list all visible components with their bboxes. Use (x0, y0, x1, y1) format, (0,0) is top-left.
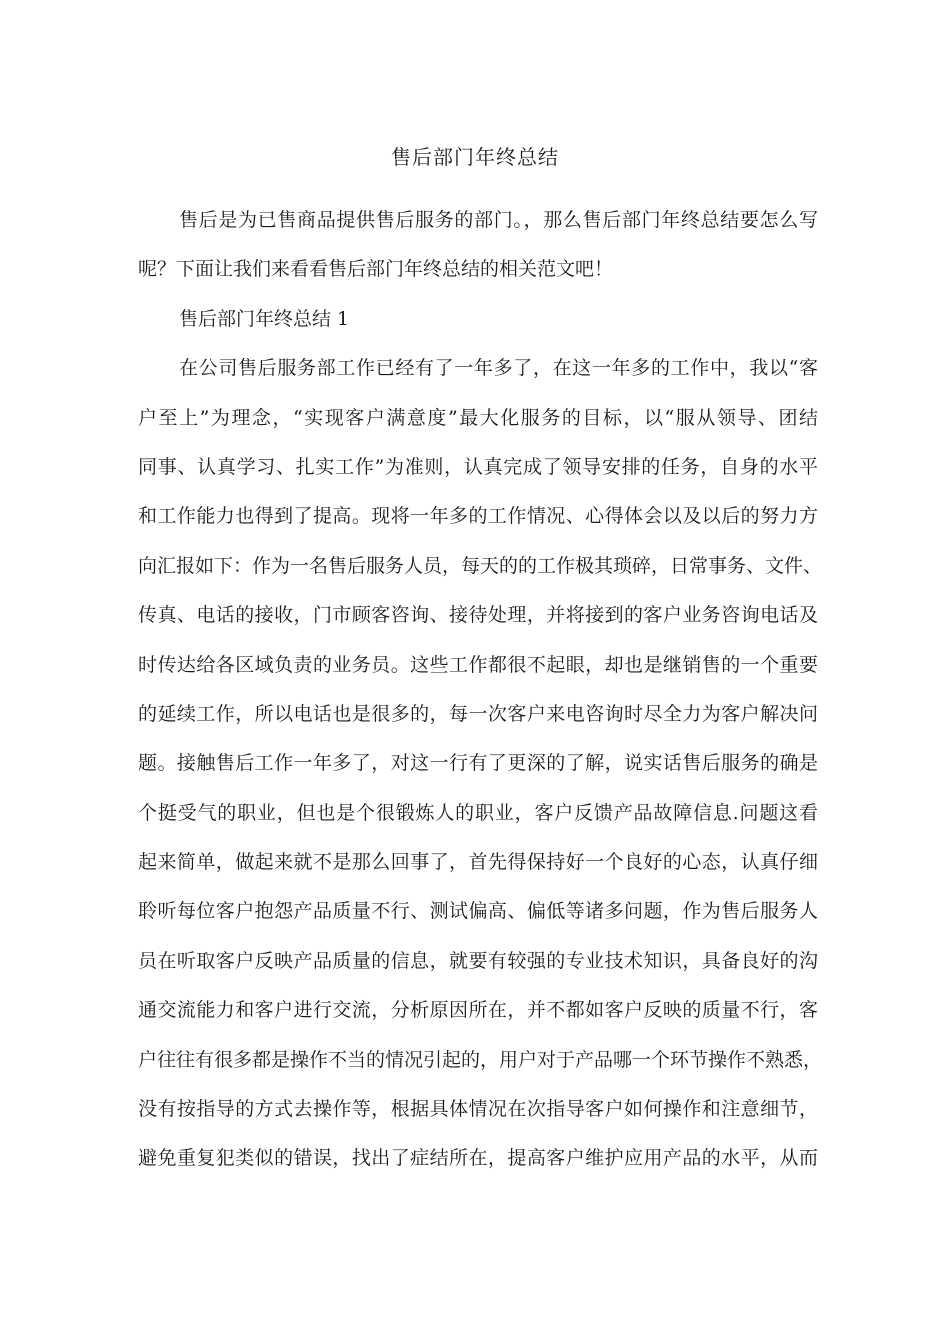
body-line: 户至上”为理念，“实现客户满意度”最大化服务的目标，以“服从领导、团结 (138, 406, 818, 429)
document-title: 售后部门年终总结 (391, 145, 559, 169)
body-line: 时传达给各区域负责的业务员。这些工作都很不起眼，却也是继销售的一个重要 (138, 653, 818, 676)
body-line: 避免重复犯类似的错误，找出了症结所在，提高客户维护应用产品的水平，从而 (138, 1147, 818, 1170)
body-line: 同事、认真学习、扎实工作”为准则，认真完成了领导安排的任务，自身的水平 (138, 455, 818, 478)
body-line: 在公司售后服务部工作已经有了一年多了，在这一年多的工作中，我以“客 (179, 357, 818, 380)
body-line: 呢？下面让我们来看看售后部门年终总结的相关范文吧！ (138, 258, 614, 281)
body-line: 的延续工作，所以电话也是很多的，每一次客户来电咨询时尽全力为客户解决问 (138, 702, 818, 725)
body-line: 个挺受气的职业，但也是个很锻炼人的职业，客户反馈产品故障信息.问题这看 (138, 801, 818, 824)
body-line: 售后部门年终总结 1 (179, 307, 350, 330)
body-line: 通交流能力和客户进行交流，分析原因所在，并不都如客户反映的质量不行，客 (138, 999, 818, 1022)
body-line: 起来简单，做起来就不是那么回事了，首先得保持好一个良好的心态，认真仔细 (138, 851, 818, 874)
document-body (138, 204, 823, 1192)
body-line: 向汇报如下：作为一名售后服务人员，每天的的工作极其琐碎，日常事务、文件、 (138, 554, 823, 577)
body-line: 员在听取客户反映产品质量的信息，就要有较强的专业技术知识，具备良好的沟 (138, 949, 818, 972)
body-line: 传真、电话的接收，门市顾客咨询、接待处理，并将接到的客户业务咨询电话及 (138, 604, 818, 627)
body-line: 聆听每位客户抱怨产品质量不行、测试偏高、偏低等诸多问题，作为售后服务人 (138, 900, 818, 923)
body-line: 没有按指导的方式去操作等，根据具体情况在次指导客户如何操作和注意细节， (138, 1098, 818, 1121)
body-line: 题。接触售后工作一年多了，对这一行有了更深的了解，说实话售后服务的确是 (138, 752, 818, 775)
body-line: 和工作能力也得到了提高。现将一年多的工作情况、心得体会以及以后的努力方 (138, 505, 818, 528)
body-line: 户往往有很多都是操作不当的情况引起的，用户对于产品哪一个环节操作不熟悉， (138, 1048, 823, 1071)
body-line: 售后是为已售商品提供售后服务的部门。，那么售后部门年终总结要怎么写 (179, 209, 818, 231)
